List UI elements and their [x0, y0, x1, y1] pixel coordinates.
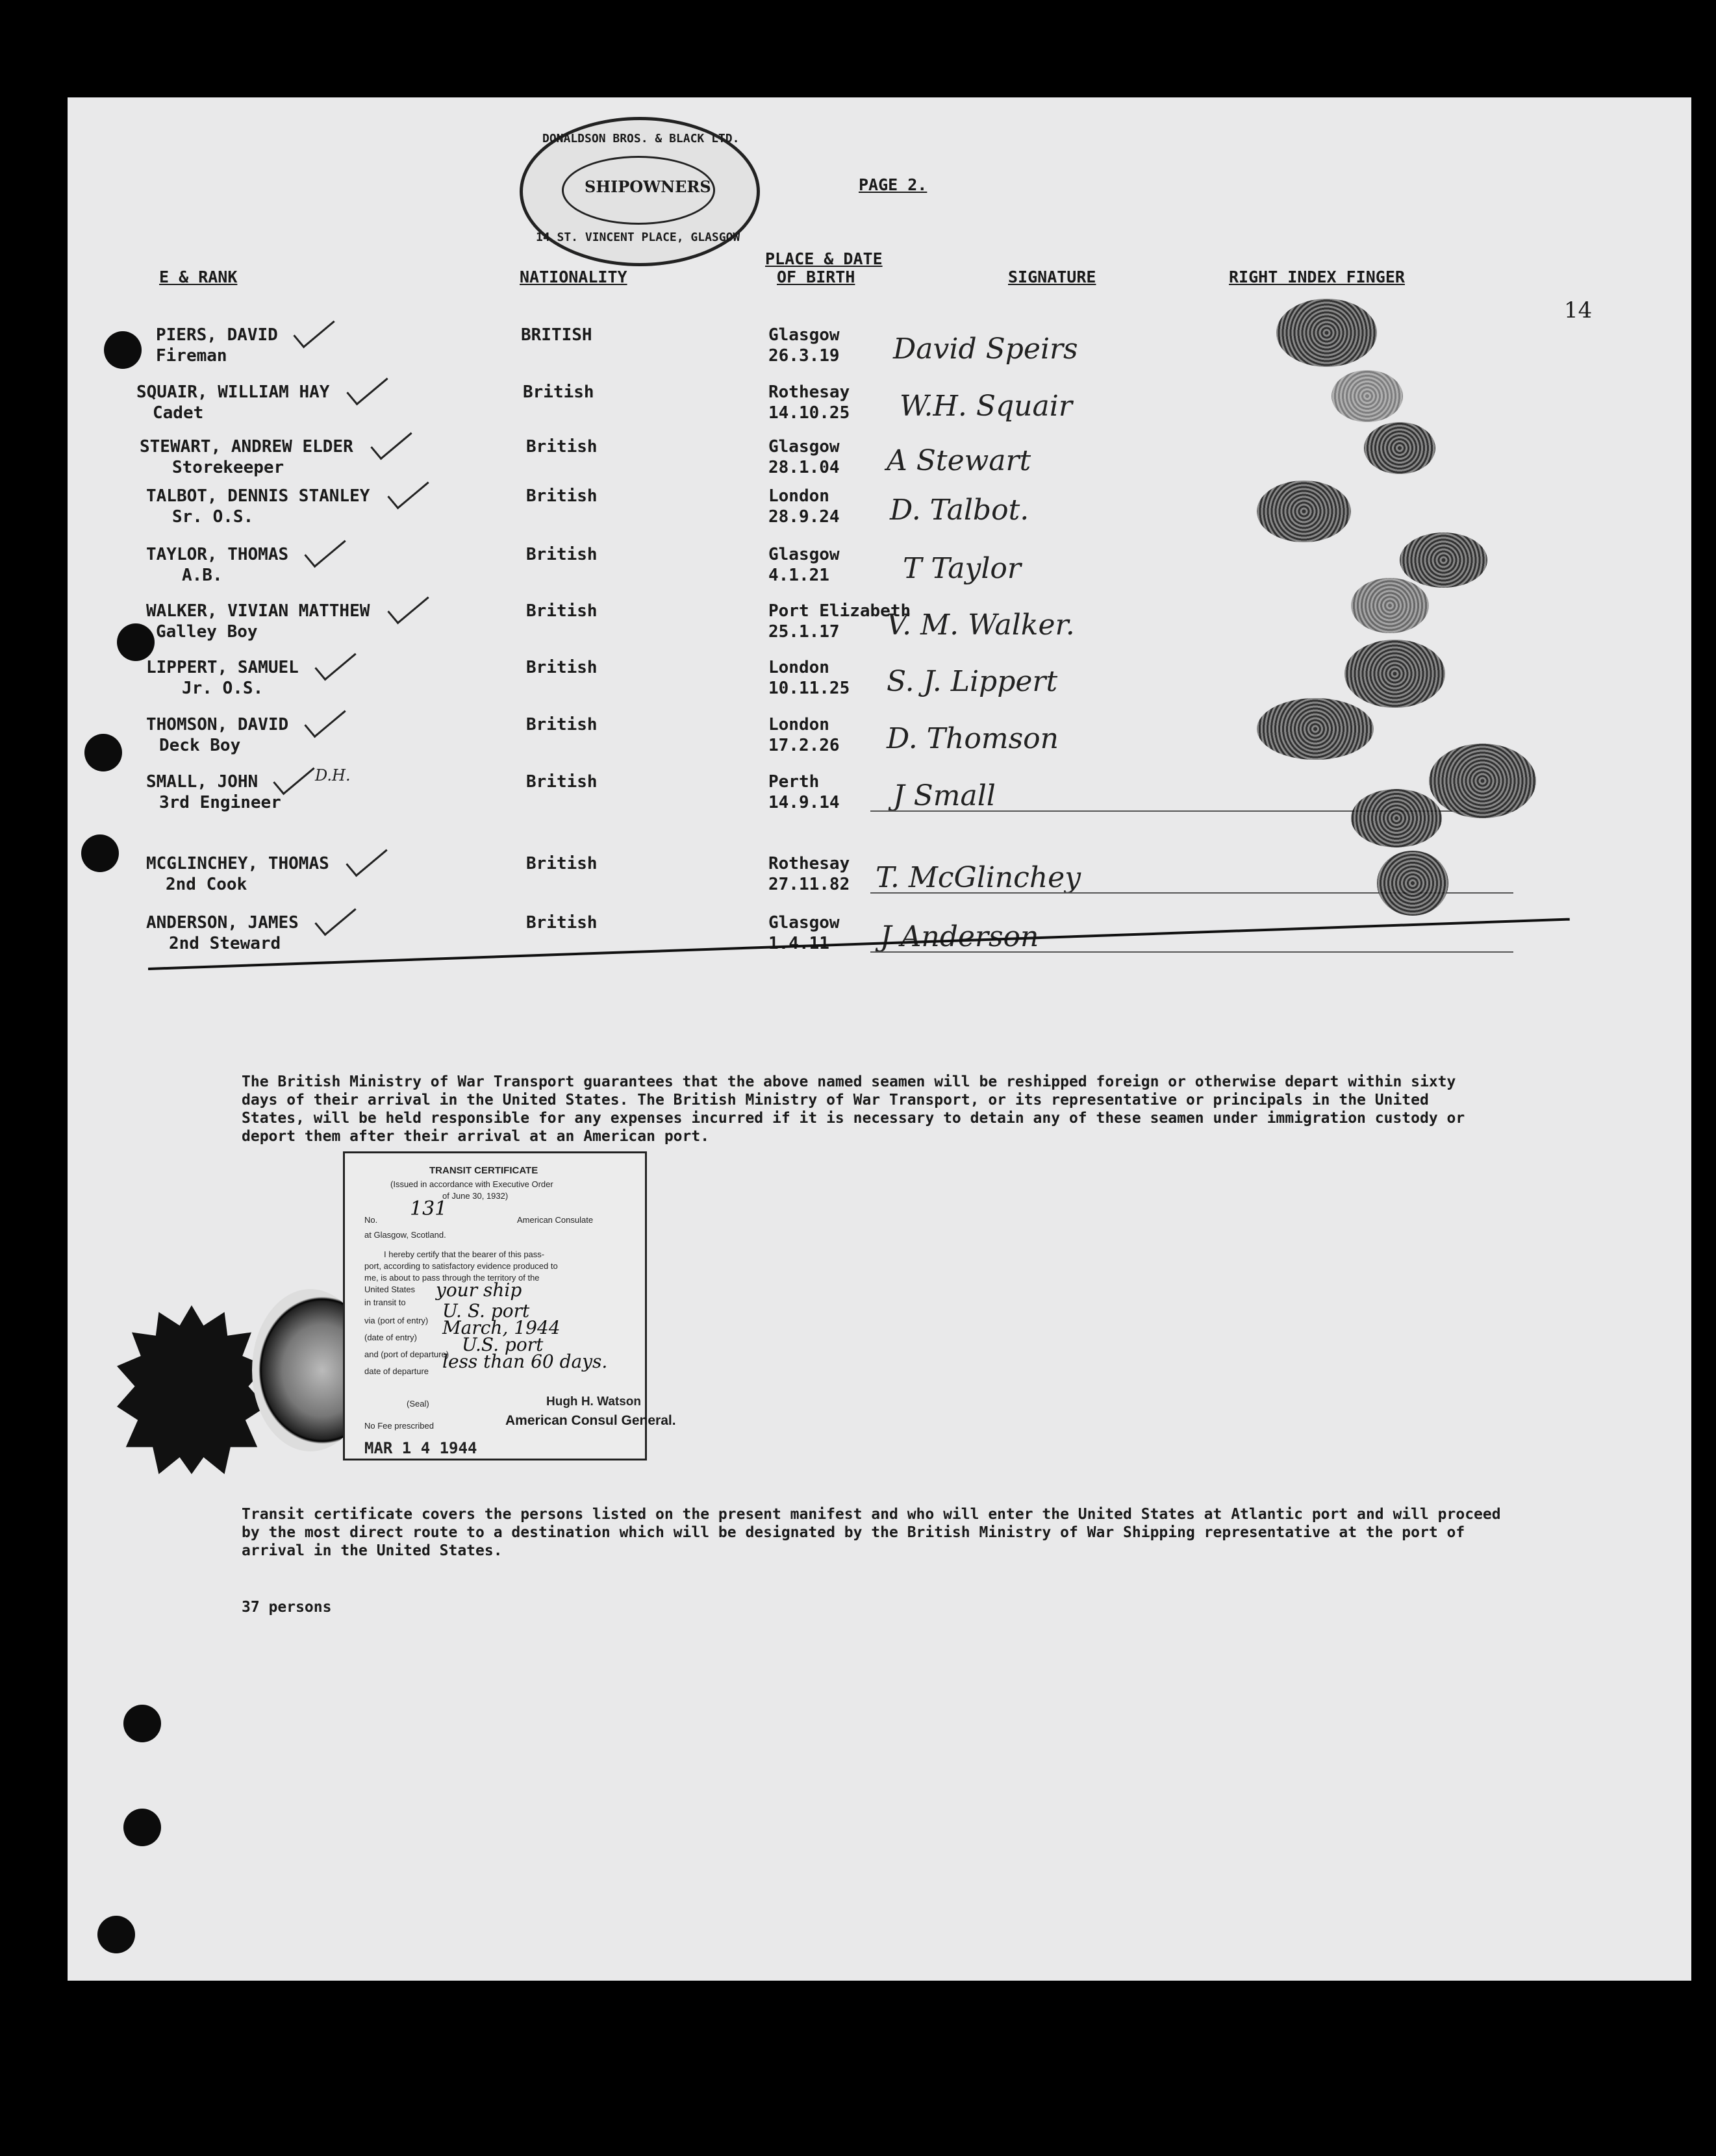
crew-nationality: British	[526, 772, 598, 792]
cert-no-value: 131	[410, 1197, 448, 1220]
crew-nationality: BRITISH	[521, 325, 592, 345]
crew-nationality: British	[523, 382, 594, 402]
crew-birth-date: 14.10.25	[768, 403, 850, 423]
page-label: PAGE 2.	[859, 175, 927, 194]
crew-rank: Fireman	[156, 346, 227, 366]
crew-birth-date: 1.4.11	[768, 934, 829, 953]
crew-birth-date: 17.2.26	[768, 736, 840, 755]
cert-body3: me, is about to pass through the territory of the	[364, 1273, 540, 1283]
cert-seal-label: (Seal)	[407, 1399, 429, 1409]
fingerprint	[1377, 851, 1448, 916]
cert-entry-value: March, 1944	[442, 1317, 561, 1338]
cert-transit-value: your ship	[436, 1279, 522, 1301]
fingerprint	[1400, 533, 1487, 588]
crew-birth-date: 10.11.25	[768, 679, 850, 698]
crew-nationality: British	[526, 913, 598, 933]
cert-title: TRANSIT CERTIFICATE	[429, 1165, 538, 1176]
crew-birth-date: 28.1.04	[768, 458, 840, 477]
crew-signature: D. Talbot.	[890, 494, 1029, 527]
crew-signature: T. McGlinchey	[876, 861, 1081, 894]
punch-hole	[84, 734, 122, 771]
crew-name: LIPPERT, SAMUEL	[146, 658, 299, 677]
fingerprint	[1344, 640, 1445, 708]
punch-hole	[123, 1705, 161, 1742]
cert-sub2: of June 30, 1932)	[442, 1191, 509, 1201]
cert-sub1: (Issued in accordance with Executive Order	[390, 1179, 553, 1189]
header-of-birth: OF BIRTH	[777, 268, 855, 286]
fingerprint	[1331, 370, 1403, 422]
crew-birth-place: Glasgow	[768, 913, 840, 933]
stamp-bottom-text: 14 ST. VINCENT PLACE, GLASGOW	[536, 231, 740, 244]
cert-depart-date-value: less than 60 days.	[442, 1351, 608, 1372]
manifest-page	[68, 97, 1691, 1981]
crew-birth-place: Glasgow	[768, 325, 840, 345]
crew-signature: V. M. Walker.	[887, 608, 1075, 642]
persons-count: 37 persons	[242, 1599, 332, 1616]
crew-name: SQUAIR, WILLIAM HAY	[136, 382, 330, 402]
crew-birth-date: 25.1.17	[768, 622, 840, 642]
crew-birth-date: 28.9.24	[768, 507, 840, 527]
crew-signature: J Anderson	[880, 920, 1039, 953]
cert-fee: No Fee prescribed	[364, 1421, 434, 1431]
fingerprint	[1276, 299, 1377, 367]
crew-birth-date: 4.1.21	[768, 566, 829, 585]
crew-birth-date: 26.3.19	[768, 346, 840, 366]
cert-entry-label: (date of entry)	[364, 1333, 417, 1342]
header-nationality: NATIONALITY	[520, 268, 627, 286]
crew-birth-place: Glasgow	[768, 545, 840, 564]
crew-nationality: British	[526, 658, 598, 677]
crew-rank: 2nd Cook	[166, 875, 247, 894]
cert-transit-label: in transit to	[364, 1297, 406, 1307]
crew-signature: T Taylor	[903, 552, 1021, 585]
cert-consulate: American Consulate	[517, 1215, 594, 1225]
guarantee-paragraph: The British Ministry of War Transport guarantees that the above named seamen will be reshipped foreign or otherwise depart within sixty days of their arrival in the United States. The British Ministry of War Transport, or its representative or principals in the United States, will be held responsible for any expenses incurred if it is necessary to detain any of these seamen under immigration custody or deport them after their arrival at an American port.	[242, 1073, 1465, 1145]
cert-depart-value: U.S. port	[462, 1334, 544, 1355]
crew-signature: J Small	[893, 779, 996, 812]
fingerprint	[1429, 744, 1536, 818]
fingerprint	[1257, 698, 1374, 760]
crew-rank: 2nd Steward	[169, 934, 281, 953]
cert-location: at Glasgow, Scotland.	[364, 1230, 446, 1240]
crew-nationality: British	[526, 715, 598, 734]
signature-line	[870, 951, 1513, 953]
punch-hole	[123, 1809, 161, 1846]
cert-body1: I hereby certify that the bearer of this pass-	[384, 1249, 545, 1259]
crew-birth-place: Glasgow	[768, 437, 840, 457]
header-finger: RIGHT INDEX FINGER	[1229, 268, 1405, 286]
crew-signature: A Stewart	[887, 444, 1031, 477]
crew-rank: 3rd Engineer	[159, 793, 281, 812]
crew-birth-place: London	[768, 715, 829, 734]
crew-rank: Cadet	[153, 403, 204, 423]
cert-body4: United States	[364, 1285, 416, 1294]
crew-rank: Sr. O.S.	[172, 507, 254, 527]
crew-signature: S. J. Lippert	[887, 665, 1058, 698]
crew-signature: David Speirs	[893, 332, 1078, 366]
stamp-middle-text: SHIPOWNERS	[585, 177, 711, 196]
crew-name: TALBOT, DENNIS STANLEY	[146, 486, 370, 506]
crew-name: MCGLINCHEY, THOMAS	[146, 854, 329, 873]
crew-name: ANDERSON, JAMES	[146, 913, 299, 933]
cert-body2: port, according to satisfactory evidence produced to	[364, 1261, 558, 1271]
crew-signature: D. Thomson	[887, 722, 1059, 755]
crew-name: SMALL, JOHN	[146, 772, 259, 792]
cert-date-stamp: MAR 1 4 1944	[364, 1439, 477, 1457]
crew-birth-place: Rothesay	[768, 382, 850, 402]
cert-consul-name: Hugh H. Watson	[546, 1395, 641, 1409]
crew-signature: W.H. Squair	[900, 390, 1072, 423]
crew-birth-date: 14.9.14	[768, 793, 840, 812]
cert-depart-date-label: date of departure	[364, 1366, 429, 1376]
cert-consul-title: American Consul General.	[505, 1413, 676, 1428]
crew-rank: Storekeeper	[172, 458, 284, 477]
crew-name: TAYLOR, THOMAS	[146, 545, 289, 564]
crew-name: STEWART, ANDREW ELDER	[140, 437, 353, 457]
crew-rank: Galley Boy	[156, 622, 258, 642]
crew-rank: Deck Boy	[159, 736, 241, 755]
punch-hole	[81, 834, 119, 872]
punch-hole	[97, 1916, 135, 1953]
crew-birth-place: Rothesay	[768, 854, 850, 873]
crew-birth-place: London	[768, 658, 829, 677]
crew-nationality: British	[526, 545, 598, 564]
header-place-date: PLACE & DATE	[765, 249, 883, 268]
fingerprint	[1364, 422, 1435, 474]
shipowners-stamp	[520, 117, 760, 266]
header-signature: SIGNATURE	[1008, 268, 1096, 286]
crew-birth-place: Perth	[768, 772, 820, 792]
fingerprint	[1257, 481, 1351, 542]
crew-rank: Jr. O.S.	[182, 679, 264, 698]
fingerprint	[1351, 789, 1442, 847]
crew-nationality: British	[526, 601, 598, 621]
punch-hole	[117, 623, 155, 661]
punch-hole	[104, 331, 142, 369]
cert-depart-label: and (port of departure)	[364, 1349, 449, 1359]
crew-birth-place: Port Elizabeth	[768, 601, 911, 621]
crew-nationality: British	[526, 437, 598, 457]
fingerprint	[1351, 578, 1429, 633]
header-name-rank: E & RANK	[159, 268, 238, 286]
cert-no-label: No.	[364, 1215, 378, 1225]
crew-nationality: British	[526, 854, 598, 873]
crew-birth-place: London	[768, 486, 829, 506]
page-number: 14	[1564, 297, 1593, 323]
crew-name: PIERS, DAVID	[156, 325, 278, 345]
crew-birth-date: 27.11.82	[768, 875, 850, 894]
cert-via-label: via (port of entry)	[364, 1316, 429, 1325]
crew-nationality: British	[526, 486, 598, 506]
handwritten-annotation: D.H.	[315, 766, 351, 784]
cert-via-value: U. S. port	[442, 1300, 530, 1322]
crew-name: WALKER, VIVIAN MATTHEW	[146, 601, 370, 621]
crew-rank: A.B.	[182, 566, 223, 585]
crew-name: THOMSON, DAVID	[146, 715, 289, 734]
stamp-top-text: DONALDSON BROS. & BLACK LTD.	[542, 132, 740, 145]
transit-paragraph: Transit certificate covers the persons listed on the present manifest and who will enter the United States at Atlantic port and will proceed by the most direct route to a destination which will be designated by the British Ministry of War Shipping representative at the port of arrival in the United States.	[242, 1506, 1501, 1559]
